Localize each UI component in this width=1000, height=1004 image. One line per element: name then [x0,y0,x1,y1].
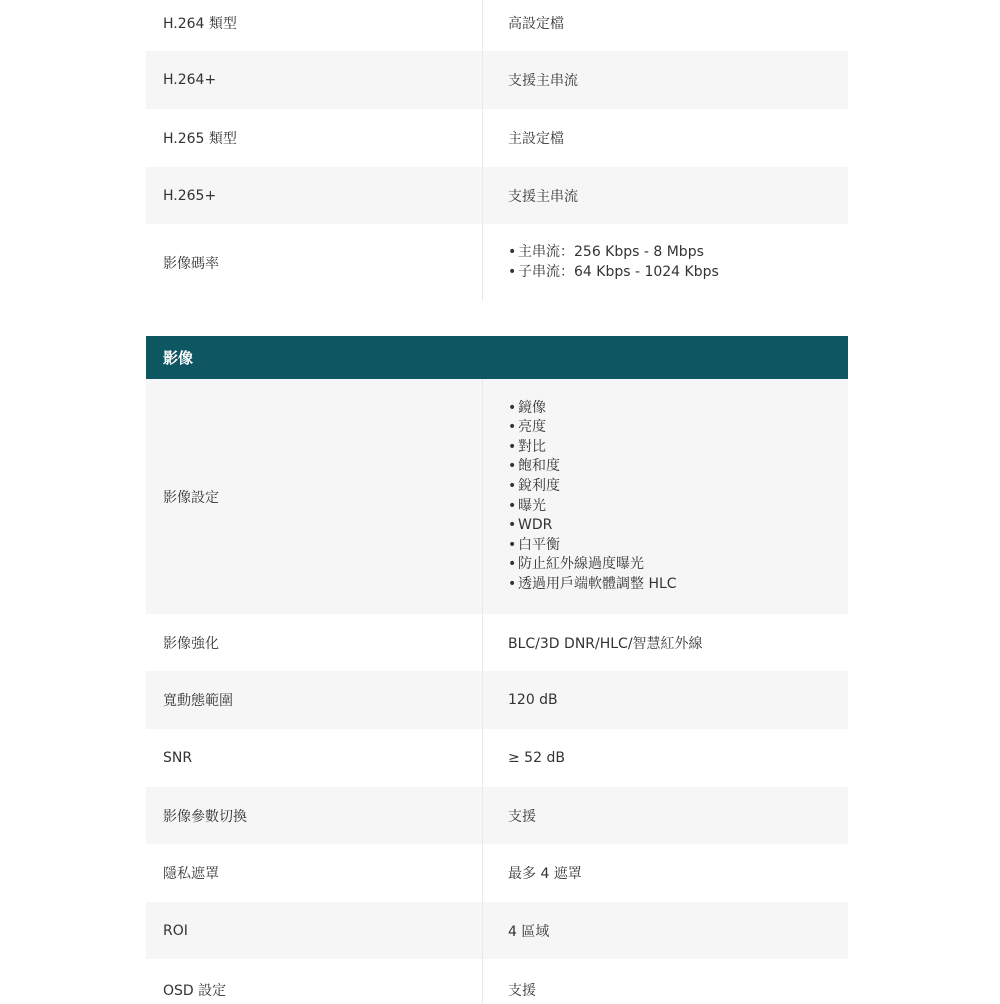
spec-label: SNR [163,750,193,766]
spec-value: BLC/3D DNR/HLC/智慧紅外線 [508,635,703,652]
spec-value: 支援 [508,983,536,999]
list-item: • 飽和度 [508,457,677,477]
spec-label: 影像碼率 [163,255,219,272]
spec-value: 支援 [508,808,536,825]
spec-value: ≥ 52 dB [508,750,565,766]
spec-row [146,959,848,1004]
list-item: • 白平衡 [508,536,677,556]
list-item: • 銳利度 [508,477,677,497]
spec-value: 主設定檔 [508,131,564,147]
list-item: • WDR [508,516,677,536]
list-item: • 主串流：256 Kbps - 8 Mbps [508,243,719,263]
spec-row [146,614,848,671]
spec-value: 最多 4 遮罩 [508,866,582,882]
list-item: • 曝光 [508,497,677,517]
spec-row [146,51,848,109]
spec-sheet [146,0,848,1004]
spec-label: 寬動態範圍 [163,693,233,709]
spec-row [146,787,848,844]
spec-value: 支援主串流 [508,73,578,89]
spec-row [146,671,848,729]
list-item: • 透過用戶端軟體調整 HLC [508,575,677,595]
spec-value-list-wrap [483,224,848,301]
list-item: • 防止紅外線過度曝光 [508,555,677,575]
section-header [146,336,848,379]
spec-label: ROI [163,922,188,939]
spec-label: H.265+ [163,187,217,204]
spec-row [146,109,848,167]
spec-label: 影像強化 [163,635,219,652]
spec-row [146,902,848,959]
spec-label: 隱私遮罩 [163,866,219,882]
spec-value: 4 區域 [508,923,550,940]
list-item: • 亮度 [508,418,677,438]
spec-label: 影像參數切換 [163,808,247,825]
spec-label: OSD 設定 [163,983,227,999]
bitrate-list [508,243,719,282]
spec-label: H.264 類型 [163,16,237,32]
list-item: • 對比 [508,438,677,458]
spec-value: 高設定檔 [508,16,564,32]
image-settings-list [508,399,677,595]
spec-label: H.264+ [163,72,217,88]
spec-row [146,167,848,224]
spec-value-list-wrap [483,379,848,614]
spec-label: 影像設定 [163,489,219,506]
spec-row-bitrate [146,224,848,301]
list-item: • 子串流：64 Kbps - 1024 Kbps [508,263,719,283]
spec-row [146,844,848,902]
spec-value: 120 dB [508,692,558,708]
spec-row [146,0,848,51]
list-item: • 鏡像 [508,399,677,419]
section-title: 影像 [163,349,194,367]
spec-label: H.265 類型 [163,131,237,147]
spec-value: 支援主串流 [508,188,578,205]
spec-row-image-settings [146,379,848,614]
section-gap [146,301,848,336]
spec-row [146,729,848,787]
